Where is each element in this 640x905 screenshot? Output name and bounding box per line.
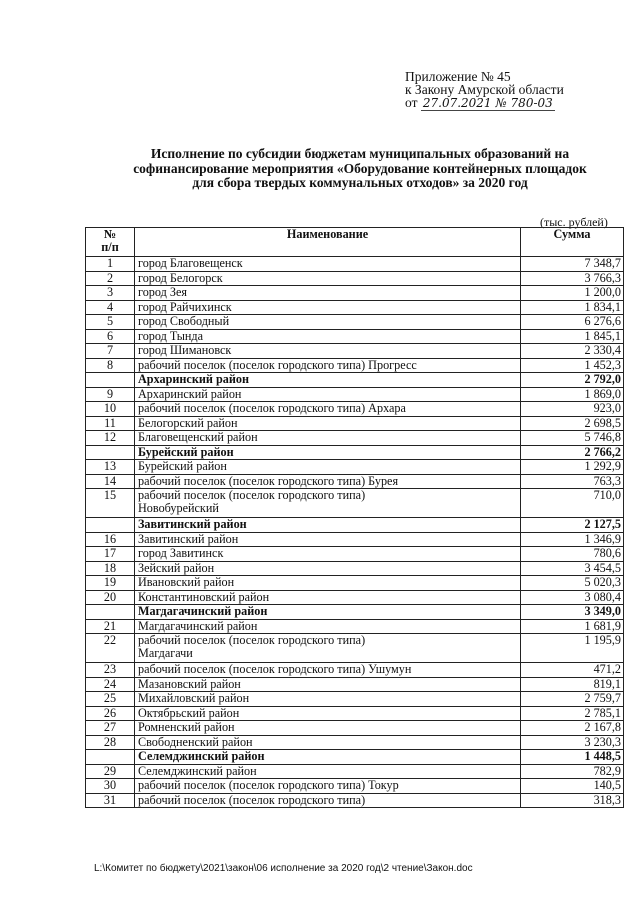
row-sum: 5 020,3 xyxy=(521,576,624,591)
row-sum: 1 346,9 xyxy=(521,532,624,547)
row-number: 28 xyxy=(86,735,135,750)
row-number: 8 xyxy=(86,358,135,373)
table-row xyxy=(86,387,624,402)
row-name: рабочий поселок (поселок городского типа) Бурея xyxy=(135,474,521,489)
district-subtotal-row xyxy=(86,605,624,620)
table-row xyxy=(86,634,624,663)
row-name: город Тында xyxy=(135,329,521,344)
row-number: 3 xyxy=(86,286,135,301)
appendix-law: к Закону Амурской области xyxy=(405,82,564,97)
document-title xyxy=(80,147,640,191)
appendix-block xyxy=(405,70,564,110)
table-header-row xyxy=(86,228,624,257)
row-sum: 2 766,2 xyxy=(521,445,624,460)
row-name: Завитинский район xyxy=(135,518,521,533)
row-number: 27 xyxy=(86,721,135,736)
row-sum: 2 330,4 xyxy=(521,344,624,359)
row-number: 13 xyxy=(86,460,135,475)
row-sum: 2 792,0 xyxy=(521,373,624,388)
district-subtotal-row xyxy=(86,750,624,765)
row-number: 7 xyxy=(86,344,135,359)
row-number xyxy=(86,605,135,620)
table-row xyxy=(86,271,624,286)
row-name: Благовещенский район xyxy=(135,431,521,446)
title-line-3: для сбора твердых коммунальных отходов» за 2020 год xyxy=(192,175,528,190)
row-sum: 5 746,8 xyxy=(521,431,624,446)
table-row xyxy=(86,402,624,417)
row-number: 5 xyxy=(86,315,135,330)
title-line-2: софинансирование мероприятия «Оборудование контейнерных площадок xyxy=(133,160,587,176)
row-sum: 1 452,3 xyxy=(521,358,624,373)
row-name: Бурейский район xyxy=(135,445,521,460)
row-sum: 782,9 xyxy=(521,764,624,779)
table-row xyxy=(86,793,624,808)
row-number: 15 xyxy=(86,489,135,518)
row-name: город Завитинск xyxy=(135,547,521,562)
row-sum: 2 127,5 xyxy=(521,518,624,533)
row-number: 21 xyxy=(86,619,135,634)
row-sum: 1 292,9 xyxy=(521,460,624,475)
row-number: 18 xyxy=(86,561,135,576)
row-number: 12 xyxy=(86,431,135,446)
row-name: Магдагачинский район xyxy=(135,605,521,620)
row-name: Константиновский район xyxy=(135,590,521,605)
row-sum: 6 276,6 xyxy=(521,315,624,330)
row-name: Архаринский район xyxy=(135,387,521,402)
row-sum: 1 195,9 xyxy=(521,634,624,663)
row-number xyxy=(86,518,135,533)
row-number: 10 xyxy=(86,402,135,417)
table-row xyxy=(86,286,624,301)
table-row xyxy=(86,474,624,489)
row-number xyxy=(86,750,135,765)
row-name: Ивановский район xyxy=(135,576,521,591)
row-sum: 1 845,1 xyxy=(521,329,624,344)
table-row xyxy=(86,344,624,359)
handwritten-date: 27.07.2021 № 780-03 xyxy=(422,96,553,110)
row-number: 25 xyxy=(86,692,135,707)
row-number: 20 xyxy=(86,590,135,605)
table-row xyxy=(86,329,624,344)
row-name: Архаринский район xyxy=(135,373,521,388)
row-number: 23 xyxy=(86,663,135,678)
row-number: 2 xyxy=(86,271,135,286)
row-number: 29 xyxy=(86,764,135,779)
header-name: Наименование xyxy=(135,228,521,257)
row-name: Селемджинский район xyxy=(135,750,521,765)
district-subtotal-row xyxy=(86,518,624,533)
row-sum: 1 200,0 xyxy=(521,286,624,301)
row-number: 16 xyxy=(86,532,135,547)
row-number xyxy=(86,373,135,388)
row-name: город Благовещенск xyxy=(135,257,521,272)
row-sum: 2 167,8 xyxy=(521,721,624,736)
table-row xyxy=(86,692,624,707)
row-name: Свободненский район xyxy=(135,735,521,750)
row-sum: 3 766,3 xyxy=(521,271,624,286)
table-row xyxy=(86,663,624,678)
table-row xyxy=(86,257,624,272)
table-row xyxy=(86,532,624,547)
table-row xyxy=(86,735,624,750)
row-name: Мазановский район xyxy=(135,677,521,692)
row-name: рабочий поселок (поселок городского типа) Токур xyxy=(135,779,521,794)
table-row xyxy=(86,706,624,721)
table-row xyxy=(86,416,624,431)
row-number: 26 xyxy=(86,706,135,721)
row-name: Октябрьский район xyxy=(135,706,521,721)
row-number: 17 xyxy=(86,547,135,562)
row-sum: 3 454,5 xyxy=(521,561,624,576)
row-number: 31 xyxy=(86,793,135,808)
row-number: 14 xyxy=(86,474,135,489)
row-name: Ромненский район xyxy=(135,721,521,736)
row-name: рабочий поселок (поселок городского типа) Магдагачи xyxy=(135,634,521,663)
row-name: Бурейский район xyxy=(135,460,521,475)
row-number: 11 xyxy=(86,416,135,431)
row-name: город Шимановск xyxy=(135,344,521,359)
row-sum: 1 681,9 xyxy=(521,619,624,634)
table-row xyxy=(86,431,624,446)
table-row xyxy=(86,358,624,373)
table-row xyxy=(86,547,624,562)
row-sum: 471,2 xyxy=(521,663,624,678)
appendix-date-line xyxy=(405,96,564,110)
row-name: город Свободный xyxy=(135,315,521,330)
row-name: Завитинский район xyxy=(135,532,521,547)
row-name: рабочий поселок (поселок городского типа) Ушумун xyxy=(135,663,521,678)
row-sum: 780,6 xyxy=(521,547,624,562)
row-sum: 710,0 xyxy=(521,489,624,518)
row-name: Магдагачинский район xyxy=(135,619,521,634)
row-number: 19 xyxy=(86,576,135,591)
table-row xyxy=(86,721,624,736)
subsidy-table xyxy=(85,227,624,808)
table-row xyxy=(86,300,624,315)
row-number: 6 xyxy=(86,329,135,344)
row-number: 9 xyxy=(86,387,135,402)
appendix-number: Приложение № 45 xyxy=(405,69,511,84)
row-number: 24 xyxy=(86,677,135,692)
table-row xyxy=(86,764,624,779)
row-name: город Зея xyxy=(135,286,521,301)
units-label: (тыс. рублей) xyxy=(540,215,608,229)
table-row xyxy=(86,315,624,330)
row-number: 22 xyxy=(86,634,135,663)
table-row xyxy=(86,590,624,605)
row-name: Михайловский район xyxy=(135,692,521,707)
header-sum: Сумма xyxy=(521,228,624,257)
row-number: 30 xyxy=(86,779,135,794)
row-sum: 2 698,5 xyxy=(521,416,624,431)
row-sum: 3 080,4 xyxy=(521,590,624,605)
table-row xyxy=(86,576,624,591)
row-name: рабочий поселок (поселок городского типа) Прогресс xyxy=(135,358,521,373)
row-sum: 318,3 xyxy=(521,793,624,808)
table-row xyxy=(86,460,624,475)
row-sum: 3 349,0 xyxy=(521,605,624,620)
row-number: 1 xyxy=(86,257,135,272)
row-name: город Белогорск xyxy=(135,271,521,286)
row-name: Белогорский район xyxy=(135,416,521,431)
row-name: рабочий поселок (поселок городского типа) Новобурейский xyxy=(135,489,521,518)
district-subtotal-row xyxy=(86,445,624,460)
row-sum: 7 348,7 xyxy=(521,257,624,272)
row-name: рабочий поселок (поселок городского типа) Архара xyxy=(135,402,521,417)
row-name: рабочий поселок (поселок городского типа) xyxy=(135,793,521,808)
table-row xyxy=(86,779,624,794)
row-number: 4 xyxy=(86,300,135,315)
table-body xyxy=(86,257,624,808)
table-row xyxy=(86,619,624,634)
row-sum: 763,3 xyxy=(521,474,624,489)
row-sum: 2 759,7 xyxy=(521,692,624,707)
row-sum: 923,0 xyxy=(521,402,624,417)
row-name: Зейский район xyxy=(135,561,521,576)
row-sum: 1 869,0 xyxy=(521,387,624,402)
row-sum: 140,5 xyxy=(521,779,624,794)
table-row xyxy=(86,489,624,518)
row-sum: 3 230,3 xyxy=(521,735,624,750)
row-name: Селемджинский район xyxy=(135,764,521,779)
file-path-footer: L:\Комитет по бюджету\2021\закон\06 исполнение за 2020 год\2 чтение\Закон.doc xyxy=(94,863,473,874)
table-row xyxy=(86,561,624,576)
appendix-date-prefix: от xyxy=(405,95,418,110)
row-sum: 2 785,1 xyxy=(521,706,624,721)
row-sum: 1 834,1 xyxy=(521,300,624,315)
row-sum: 819,1 xyxy=(521,677,624,692)
district-subtotal-row xyxy=(86,373,624,388)
header-number: № п/п xyxy=(86,228,135,257)
row-sum: 1 448,5 xyxy=(521,750,624,765)
row-number xyxy=(86,445,135,460)
title-line-1: Исполнение по субсидии бюджетам муниципальных образований на xyxy=(150,146,570,161)
row-name: город Райчихинск xyxy=(135,300,521,315)
table-row xyxy=(86,677,624,692)
